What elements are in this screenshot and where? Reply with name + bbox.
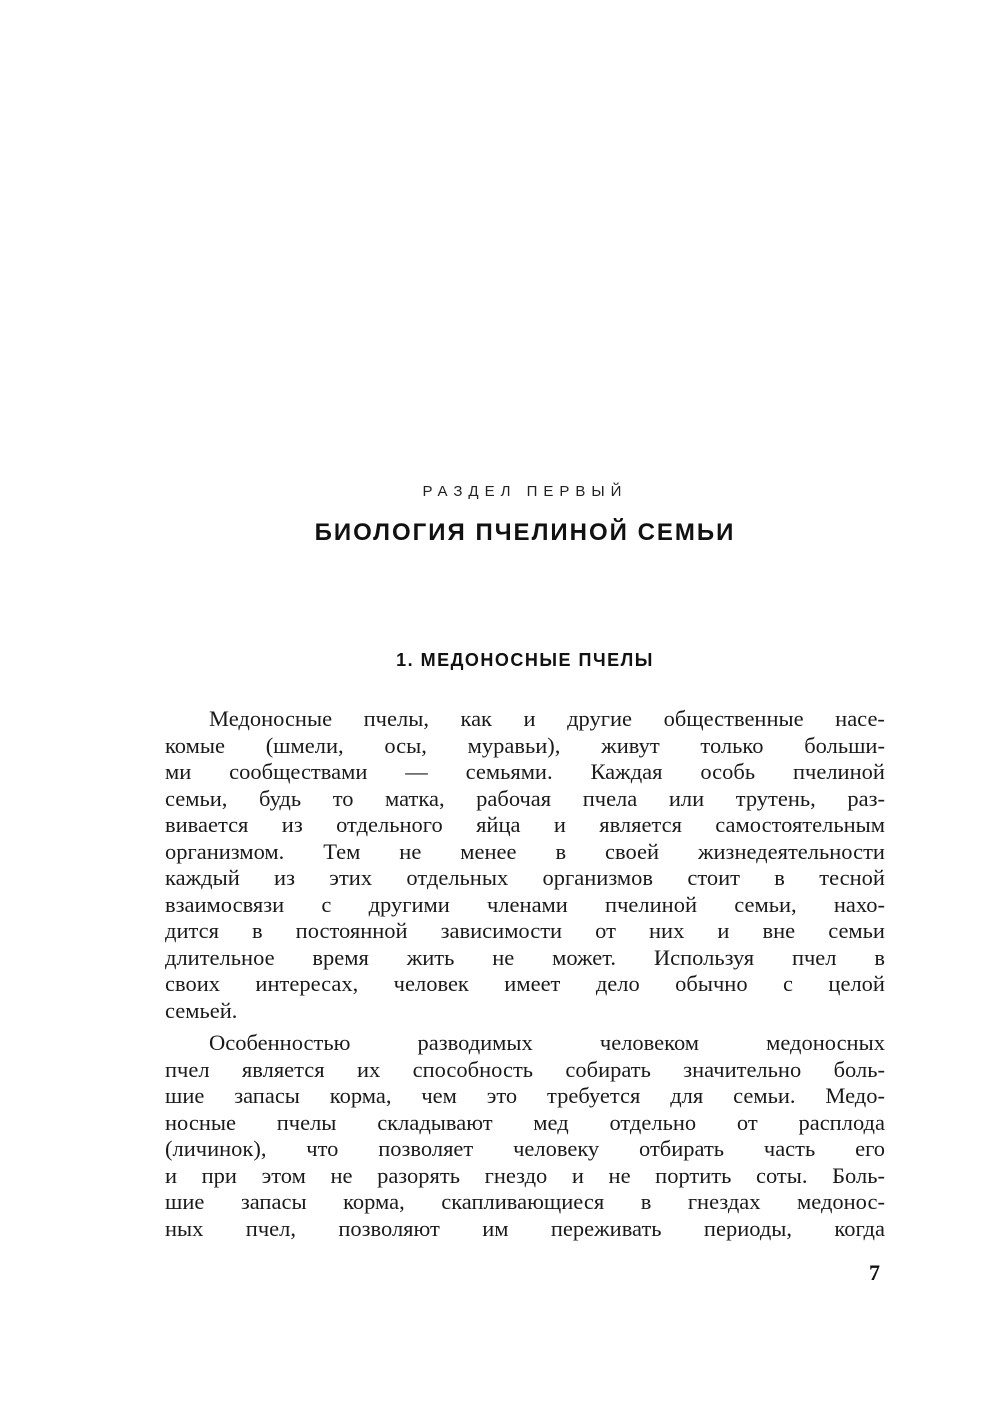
paragraph-line: вивается из отдельного яйца и является самостоятельным [165,812,885,837]
section-label: РАЗДЕЛ ПЕРВЫЙ [422,483,628,500]
paragraph-line: своих интересах, человек имеет дело обычно с целой [165,971,885,996]
paragraph-line: ми сообществами — семьями. Каждая особь пчелиной [165,759,885,784]
paragraph-line: семьей. [165,997,238,1023]
paragraph-line: носные пчелы складывают мед отдельно от расплода [165,1109,885,1135]
chapter-title: 1. МЕДОНОСНЫЕ ПЧЕЛЫ [396,650,654,670]
paragraph-line: и при этом не разорять гнездо и не портить соты. Боль- [165,1162,885,1188]
paragraph-line: ных пчел, позволяют им переживать периоды, когда [165,1215,885,1241]
paragraph-line: комые (шмели, осы, муравьи), живут только больши- [165,732,885,758]
page-number: 7 [869,1260,880,1285]
paragraph-line: длительное время жить не может. Используя пчел в [165,944,885,970]
paragraph-line: шие запасы корма, чем это требуется для семьи. Медо- [165,1083,885,1108]
paragraph-line: пчел является их способность собирать значительно боль- [165,1056,885,1082]
paragraph-line: (личинок), что позволяет человеку отбирать часть его [165,1136,885,1161]
paragraph-line: организмом. Тем не менее в своей жизнедеятельности [165,838,885,864]
paragraph-line: Медоносные пчелы, как и другие общественные насе- [209,706,885,731]
paragraph-line: взаимосвязи с другими членами пчелиной семьи, нахо- [165,891,885,917]
part-title: БИОЛОГИЯ ПЧЕЛИНОЙ СЕМЬИ [314,519,736,546]
paragraph-line: шие запасы корма, скапливающиеся в гнездах медонос- [165,1189,885,1214]
paragraph-line: каждый из этих отдельных организмов стоит в тесной [165,865,885,890]
paragraph-line: семьи, будь то матка, рабочая пчела или трутень, раз- [165,785,885,811]
paragraph-line: дится в постоянной зависимости от них и вне семьи [165,918,885,943]
paragraph-line: Особенностью разводимых человеком медоносных [209,1030,885,1055]
paragraph-2 [165,1030,885,1242]
paragraph-1 [165,706,885,1024]
